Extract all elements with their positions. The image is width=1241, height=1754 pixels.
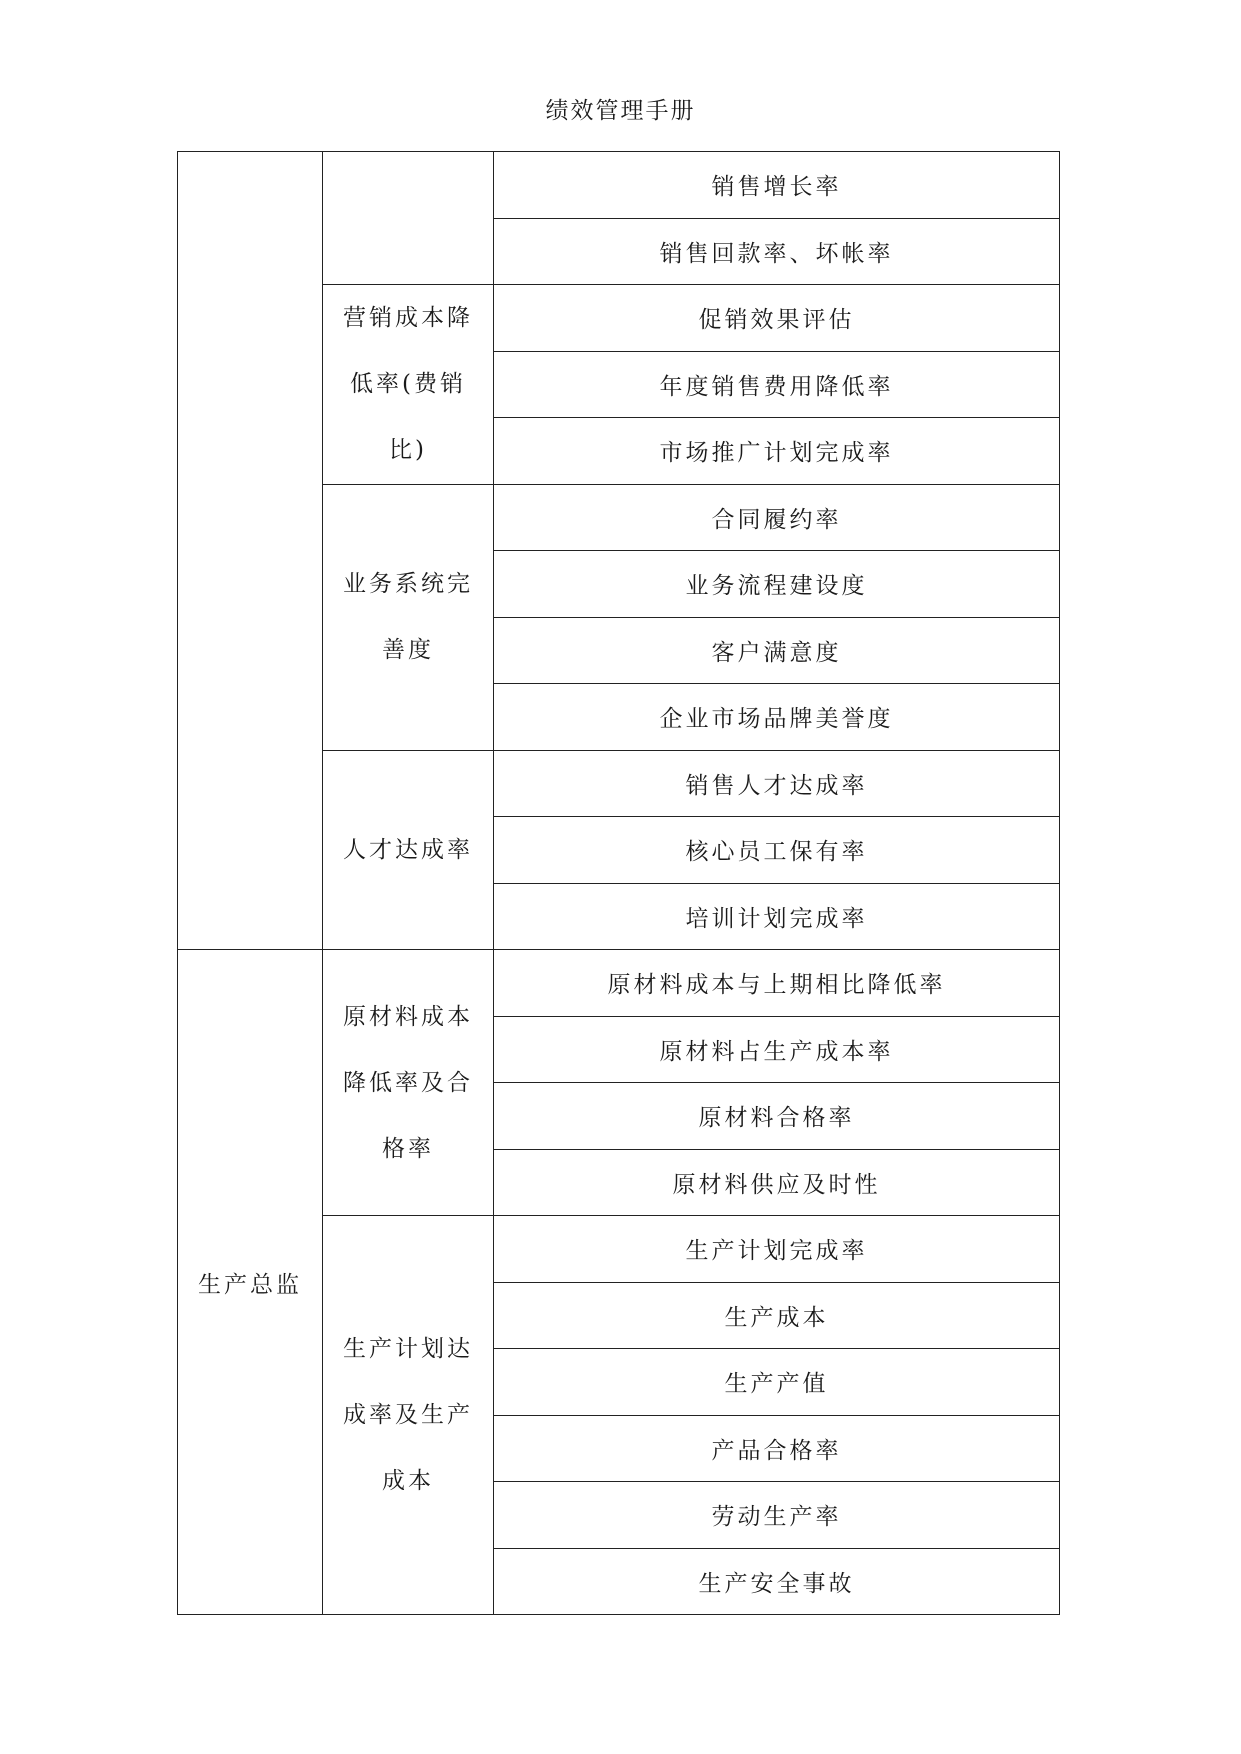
indicator-cell: 市场推广计划完成率 xyxy=(494,418,1060,485)
table-row xyxy=(178,152,1060,219)
category-cell xyxy=(323,285,494,485)
indicator-cell: 产品合格率 xyxy=(494,1415,1060,1482)
indicator-cell: 业务流程建设度 xyxy=(494,551,1060,618)
indicator-cell: 生产产值 xyxy=(494,1349,1060,1416)
role-cell: 生产总监 xyxy=(178,950,323,1615)
category-label: 业务系统完善度 xyxy=(343,571,473,663)
table-row xyxy=(178,950,1060,1017)
category-label: 营销成本降低率(费销比) xyxy=(343,305,473,464)
indicator-cell: 核心员工保有率 xyxy=(494,817,1060,884)
category-label: 原材料成本降低率及合格率 xyxy=(343,1003,473,1162)
indicator-cell: 生产计划完成率 xyxy=(494,1216,1060,1283)
page-title: 绩效管理手册 xyxy=(545,98,696,124)
indicator-cell: 原材料供应及时性 xyxy=(494,1149,1060,1216)
category-cell xyxy=(323,750,494,950)
indicator-cell: 年度销售费用降低率 xyxy=(494,351,1060,418)
page-header xyxy=(0,92,1241,125)
indicator-cell: 销售人才达成率 xyxy=(494,750,1060,817)
category-cell xyxy=(323,152,494,285)
indicator-cell: 原材料合格率 xyxy=(494,1083,1060,1150)
category-cell xyxy=(323,1216,494,1615)
category-label: 生产计划达成率及生产成本 xyxy=(343,1336,473,1494)
indicator-cell: 销售增长率 xyxy=(494,152,1060,219)
indicator-cell: 销售回款率、坏帐率 xyxy=(494,218,1060,285)
indicator-cell: 原材料占生产成本率 xyxy=(494,1016,1060,1083)
indicator-cell: 生产成本 xyxy=(494,1282,1060,1349)
category-label: 人才达成率 xyxy=(343,836,473,863)
indicator-cell: 客户满意度 xyxy=(494,617,1060,684)
category-cell xyxy=(323,950,494,1216)
indicator-cell: 促销效果评估 xyxy=(494,285,1060,352)
indicator-cell: 企业市场品牌美誉度 xyxy=(494,684,1060,751)
category-cell xyxy=(323,484,494,750)
indicator-cell: 合同履约率 xyxy=(494,484,1060,551)
indicator-cell: 培训计划完成率 xyxy=(494,883,1060,950)
indicator-cell: 劳动生产率 xyxy=(494,1482,1060,1549)
indicator-cell: 原材料成本与上期相比降低率 xyxy=(494,950,1060,1017)
indicator-cell: 生产安全事故 xyxy=(494,1548,1060,1615)
kpi-table xyxy=(177,151,1060,1615)
role-cell xyxy=(178,152,323,950)
